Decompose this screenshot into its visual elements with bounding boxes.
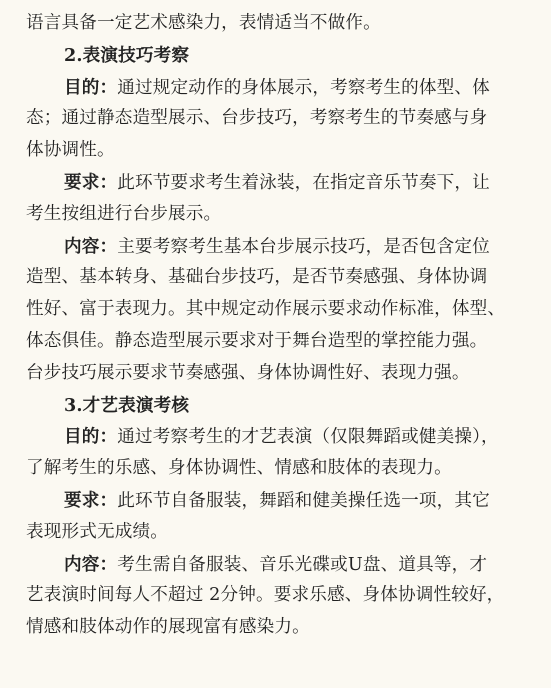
content-label: 内容： [64,553,118,575]
text-line-1 [26,8,529,40]
line-text: 此环节自备服装，舞蹈和健美操任选一项，其它 [117,490,490,511]
line-text: 通过考察考生的才艺表演（仅限舞蹈或健美操）， [117,427,499,448]
heading-text: 2.表演技巧考察 [64,44,190,66]
line-text: 了解考生的乐感、身体协调性、情感和肢体的表现力。 [26,458,452,479]
line-text: 性好、富于表现力。其中规定动作展示要求动作标准，体型、 [26,299,506,320]
line-text: 通过规定动作的身体展示，考察考生的体型、体 [117,77,490,98]
purpose-label: 目的： [64,426,118,448]
line-text: 体态俱佳。静态造型展示要求对于舞台造型的掌控能力强。 [26,330,488,351]
line-text: 造型、基本转身、基础台步技巧，是否节奏感强、身体协调 [26,267,488,288]
section-heading-talent-show [26,390,529,422]
line-text: 考生按组进行台步展示。 [26,203,222,224]
text-line-20 [26,612,529,644]
text-line-5 [26,135,529,167]
requirement-label: 要求： [64,489,118,511]
text-line-10 [26,294,529,326]
paragraph-content-1 [26,231,529,263]
line-text: 台步技巧展示要求节奏感强、身体协调性好、表现力强。 [26,362,470,383]
line-text: 考生需自备服装、音乐光碟或U盘、道具等，才 [117,554,488,575]
line-text: 情感和肢体动作的展现富有感染力。 [26,617,310,638]
heading-text: 3.才艺表演考核 [64,394,190,416]
line-text: 语言具备一定艺术感染力，表情适当不做作。 [26,13,381,33]
purpose-label: 目的： [64,76,118,98]
text-line-9 [26,262,529,294]
requirement-label: 要求： [64,171,118,193]
line-text: 态；通过静态造型展示、台步技巧，考察考生的节奏感与身 [26,108,488,129]
text-line-7 [26,199,529,231]
text-line-15 [26,453,529,485]
text-line-11 [26,326,529,358]
content-label: 内容： [64,235,118,257]
text-line-12 [26,358,529,390]
line-text: 体协调性。 [26,140,115,161]
paragraph-requirement-2 [26,485,529,517]
paragraph-purpose-1 [26,72,529,104]
line-text: 主要考察考生基本台步展示技巧，是否包含定位 [117,236,490,257]
text-line-4 [26,103,529,135]
section-heading-performance-skills [26,40,529,72]
paragraph-requirement-1 [26,167,529,199]
paragraph-purpose-2 [26,421,529,453]
line-text: 此环节要求考生着泳装，在指定音乐节奏下，让 [117,172,490,193]
text-line-17 [26,517,529,549]
text-line-19 [26,580,529,612]
line-text: 艺表演时间每人不超过 2分钟。要求乐感、身体协调性较好， [26,585,505,606]
paragraph-content-2 [26,549,529,581]
line-text: 表现形式无成绩。 [26,521,168,542]
